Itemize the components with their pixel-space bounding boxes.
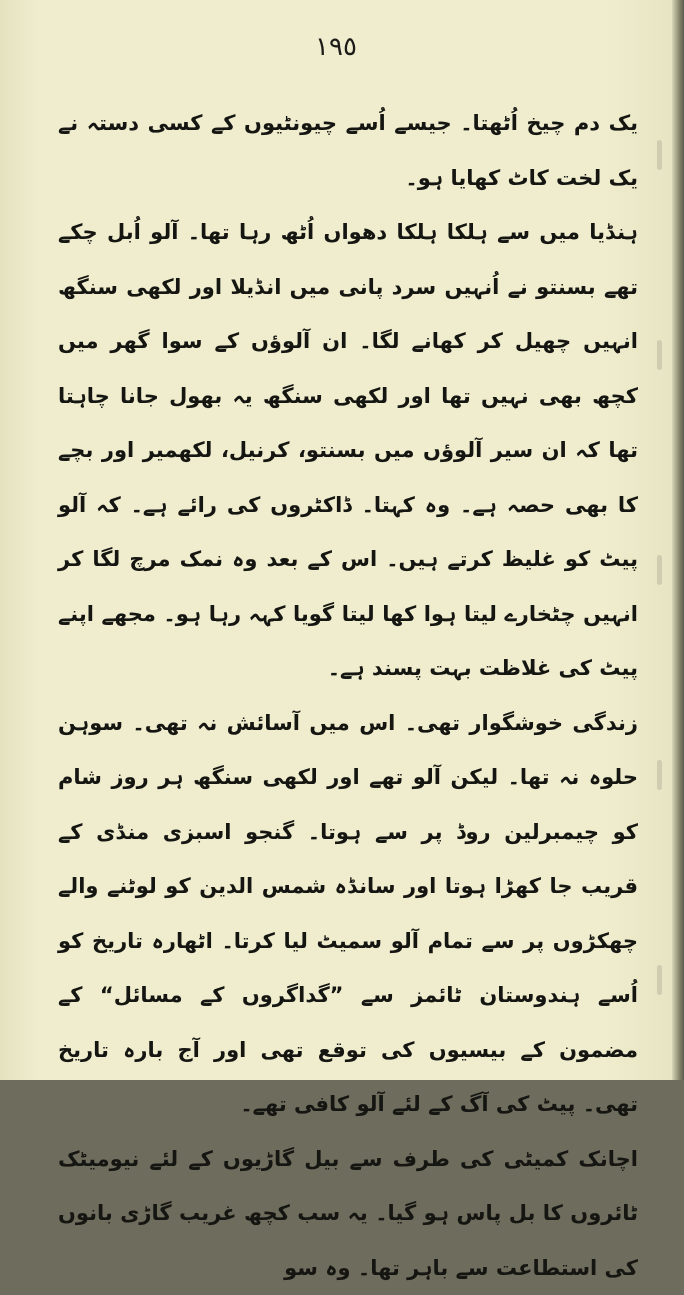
paragraph-2: ہنڈیا میں سے ہلکا ہلکا دھواں اُٹھ رہا تھا۔ آلو اُبل چکے تھے بسنتو نے اُنہیں سرد پانی میں انڈیلا اور لکھی سنگھ انہیں چھیل کر کھانے لگا۔ ان آلوؤں کے سوا گھر میں کچھ بھی نہیں تھا اور لکھی سنگھ یہ بھول جانا چاہتا تھا کہ ان سیر آلوؤں میں بسنتو، کرنیل، لکھمیر اور بچے کا بھی حصہ ہے۔ وہ کہتا۔ ڈاکٹروں کی رائے ہے۔ کہ آلو پیٹ کو غلیظ کرتے ہیں۔ اس کے بعد وہ نمک مرچ لگا کر انہیں چٹخارے لیتا ہوا کھا لیتا گویا کہہ رہا ہو۔ مجھے اپنے پیٹ کی غلاظت بہت پسند ہے۔: [58, 205, 638, 696]
paragraph-3: زندگی خوشگوار تھی۔ اس میں آسائش نہ تھی۔ سوہن حلوہ نہ تھا۔ لیکن آلو تھے اور لکھی سنگھ ہر روز شام کو چیمبرلین روڈ پر سے ہوتا۔ گنجو اسبزی منڈی کے قریب جا کھڑا ہوتا اور سانڈہ شمس الدین کو لوٹنے والے چھکڑوں پر سے تمام آلو سمیٹ لیا کرتا۔ اٹھارہ تاریخ کو اُسے ہندوستان ٹائمز سے ”گداگروں کے مسائل“ کے مضمون کے بیسیوں کی توقع تھی اور آج بارہ تاریخ تھی۔ پیٹ کی آگ کے لئے آلو کافی تھے۔: [58, 696, 638, 1132]
binding-mark: [657, 340, 662, 370]
binding-mark: [657, 965, 662, 995]
binding-mark: [657, 140, 662, 170]
paragraph-1: یک دم چیخ اُٹھتا۔ جیسے اُسے چیونٹیوں کے کسی دستہ نے یک لخت کاٹ کھایا ہو۔: [58, 96, 638, 205]
binding-mark: [657, 760, 662, 790]
page-number: ١٩٥: [0, 32, 672, 62]
page-edge-shadow: [672, 0, 684, 1080]
binding-mark: [657, 555, 662, 585]
paragraph-4: اچانک کمیٹی کی طرف سے بیل گاڑیوں کے لئے نیومیٹک ٹائروں کا بل پاس ہو گیا۔ یہ سب کچھ غریب گاڑی بانوں کی استطاعت سے باہر تھا۔ وہ سو: [58, 1132, 638, 1295]
page-text: [58, 96, 638, 1295]
